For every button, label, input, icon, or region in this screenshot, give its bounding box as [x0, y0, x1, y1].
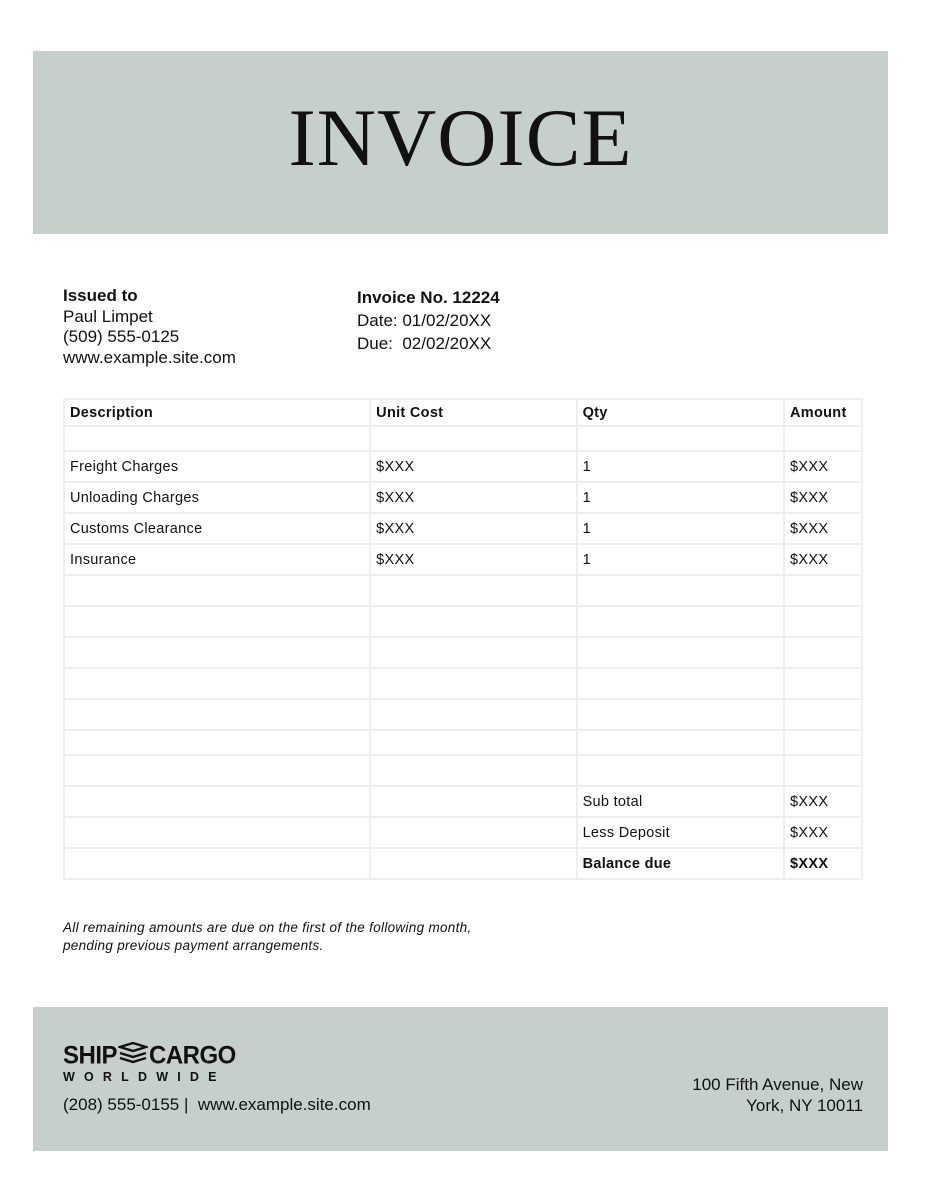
address-line-2: York, NY 10011 — [746, 1096, 863, 1115]
logo-word-cargo: CARGO — [149, 1040, 236, 1070]
address-line-1: 100 Fifth Avenue, New — [692, 1075, 863, 1094]
payment-note — [63, 919, 472, 955]
balance-due-label: Balance due — [577, 848, 784, 879]
client-website: www.example.site.com — [63, 347, 236, 367]
cell-amount: $XXX — [784, 451, 862, 482]
table-row-empty — [64, 575, 862, 606]
stacked-boxes-icon — [118, 1042, 148, 1069]
cell-qty: 1 — [577, 482, 784, 513]
client-phone: (509) 555-0125 — [63, 327, 180, 346]
header-description: Description — [64, 399, 370, 426]
cell-unit-cost: $XXX — [370, 544, 576, 575]
table-header-row — [64, 399, 862, 426]
payment-note-line-2: pending previous payment arrangements. — [63, 938, 324, 953]
table-row — [64, 513, 862, 544]
table-row-empty — [64, 699, 862, 730]
subtotal-row — [64, 786, 862, 817]
header-amount: Amount — [784, 399, 862, 426]
deposit-label: Less Deposit — [577, 817, 784, 848]
cell-description: Freight Charges — [64, 451, 370, 482]
table-row-empty — [64, 730, 862, 755]
deposit-value: $XXX — [784, 817, 862, 848]
invoice-due-date — [357, 332, 500, 355]
table-row-empty — [64, 637, 862, 668]
subtotal-value: $XXX — [784, 786, 862, 817]
table-row-empty — [64, 606, 862, 637]
cell-unit-cost: $XXX — [370, 513, 576, 544]
cell-description: Customs Clearance — [64, 513, 370, 544]
header-unit-cost: Unit Cost — [370, 399, 576, 426]
issued-to-label: Issued to — [63, 286, 138, 305]
balance-due-row — [64, 848, 862, 879]
table-row-empty — [64, 668, 862, 699]
subtotal-label: Sub total — [577, 786, 784, 817]
company-logo — [63, 1042, 238, 1084]
cell-qty: 1 — [577, 513, 784, 544]
invoice-info-block — [357, 286, 500, 355]
table-row — [64, 482, 862, 513]
cell-description: Insurance — [64, 544, 370, 575]
invoice-title: INVOICE — [288, 91, 633, 183]
invoice-date: Date: 01/02/20XX — [357, 311, 492, 330]
footer-band — [33, 1007, 888, 1151]
line-items-table — [63, 398, 863, 880]
logo-word-ship: SHIP — [63, 1040, 118, 1070]
cell-qty: 1 — [577, 544, 784, 575]
cell-unit-cost: $XXX — [370, 482, 576, 513]
table-row — [64, 451, 862, 482]
cell-description: Unloading Charges — [64, 482, 370, 513]
invoice-due-text: Due: 02/02/20XX — [357, 334, 492, 353]
deposit-row — [64, 817, 862, 848]
invoice-header-band — [33, 51, 888, 234]
balance-due-value: $XXX — [784, 848, 862, 879]
client-name: Paul Limpet — [63, 306, 153, 326]
company-contact: (208) 555-0155 | www.example.site.com — [63, 1095, 371, 1114]
header-qty: Qty — [577, 399, 784, 426]
logo-subtitle: WORLDWIDE — [63, 1070, 226, 1084]
table-row — [64, 544, 862, 575]
issued-to-block — [63, 286, 236, 368]
invoice-number: Invoice No. 12224 — [357, 288, 500, 307]
cell-unit-cost: $XXX — [370, 451, 576, 482]
cell-amount: $XXX — [784, 513, 862, 544]
table-row-empty — [64, 755, 862, 786]
payment-note-line-1: All remaining amounts are due on the first of the following month, — [63, 920, 472, 935]
company-address — [663, 1074, 863, 1116]
cell-amount: $XXX — [784, 544, 862, 575]
table-row-empty — [64, 426, 862, 451]
cell-amount: $XXX — [784, 482, 862, 513]
cell-qty: 1 — [577, 451, 784, 482]
